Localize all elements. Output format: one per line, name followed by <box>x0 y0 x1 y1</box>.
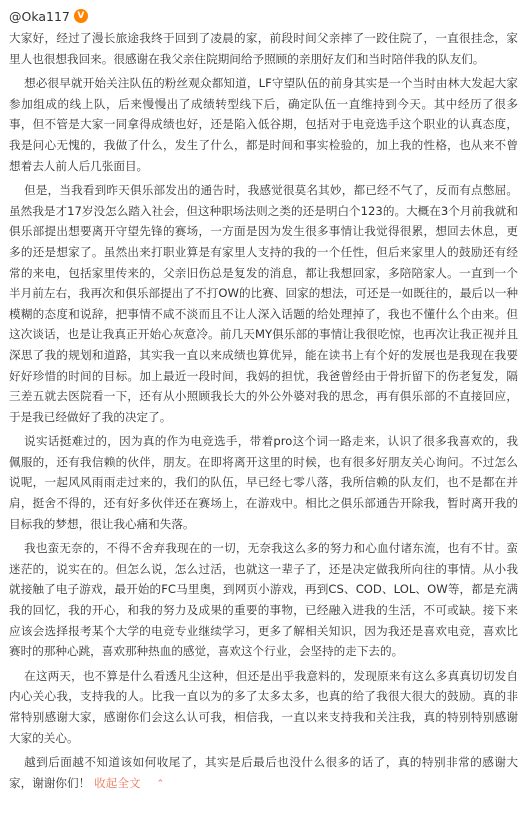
paragraph-7-text: 越到后面越不知道该如何收尾了，其实是后最后也没什么很多的话了，真的特别非常的感谢大家，谢谢你们！ <box>9 755 518 790</box>
collapse-full-text-link[interactable] <box>94 776 164 790</box>
paragraph-4: 说实话挺难过的，因为真的作为电竞选手，带着pro这个词一路走来，认识了很多我喜欢的，我佩服的，还有我信赖的伙伴，朋友。在即将离开这里的时候，也有很多好朋友关心询问。不过怎么说呢，一起风风雨雨走过来的，我们的队伍，早已经七零八落，我所信赖的队友们，也不是都在并肩，挺舍不得的，还有好多伙伴还在赛场上，在游戏中。相比之俱乐部通告开除我，暂时离开我的目标我的梦想，很让我心痛和失落。 <box>9 434 518 531</box>
paragraph-1: 大家好，经过了漫长旅途我终于回到了凌晨的家，前段时间父亲摔了一跤住院了，一直很挂念，家里人也很想我回来。很感谢在我父亲住院期间给予照顾的亲朋好友们和当时陪伴我的队友们。 <box>9 31 518 66</box>
paragraph-7 <box>9 752 518 794</box>
collapse-label: 收起全文 <box>94 775 141 790</box>
paragraph-6: 在这两天，也不算是什么看透凡尘这种，但还是出乎我意料的，发现原来有这么多真真切切发自内心关心我，支持我的人。比我一直以为的多了太多太多，也真的给了我很大很大的鼓励。真的非常特别感谢大家，感谢你们会这么认可我，相信我，一直以来支持我和关注我，真的特别特别感谢大家的关心。 <box>9 668 518 745</box>
post-body <box>9 28 518 794</box>
paragraph-3: 但是，当我看到昨天俱乐部发出的通告时，我感觉很莫名其妙，都已经不气了，反而有点憋屈。虽然我是才17岁没怎么踏入社会，但这种职场法则之类的还是明白个123的。大概在3个月前我就和俱乐部提出想要离开守望先锋的赛场，一方面是因为发生很多事情让我觉得很累，想回去休息，更多的还是想家了。虽然出来打职业算是有家里人支持的我的一个任性，但后来家里人的鼓励还有经常的来电，包括家里传来的，父亲旧伤总是复发的消息，都让我想回家，多陪陪家人。一直到一个半月前左右，我再次和俱乐部提出了不打OW的比赛、回家的想法，可还是一如既往的，最后以一种模糊的态度和说辞，把事情不咸不淡而且不让人深入话题的给处理掉了，我也不懂什么个由来。但这次谈话，也是让我真正开始心灰意冷。前几天MY俱乐部的事情让我很吃惊，也再次让我正视并且深思了我的规划和道路，其实我一直以来成绩也算优异，能在读书上有个好的发展也是我现在我要好好珍惜的时间的目标。加上最近一段时间，我妈的担忧，我爸曾经由于骨折留下的伤老复发，隔三差五就去医院看一下，还有从小照顾我长大的外公外婆对我的思念，再有俱乐部的不直接回应，于是我已经做好了我的决定了。 <box>9 183 518 424</box>
paragraph-2: 想必很早就开始关注队伍的粉丝观众都知道，LF守望队伍的前身其实是一个当时由林大发起大家参加组成的线上队，后来慢慢出了成绩转型线下后，确定队伍一直维持到今天。其中经历了很多事，但不管是大家一同拿得成绩也好，还是陷入低谷期，包括对于电竞选手这个职业的认真态度，我是问心无愧的，我做了什么，发生了什么，都是时间和事实检验的，加上我的性格，也从来不曾想着去人前人后几张面目。 <box>9 76 518 173</box>
post-header <box>9 6 518 26</box>
paragraph-5: 我也蛮无奈的，不得不舍弃我现在的一切，无奈我这么多的努力和心血付诸东流，也有不甘。蛮迷茫的，说实在的。但怎么说，怎么过活，也就这一辈子了，还是决定做我所向往的事情。从小我就接触了电子游戏，最开始的FC马里奥，到网页小游戏，再到CS、COD、LOL、OW等，都是充满我的回忆，我的开心，和我的努力及成果的重要的事物，已经融入进我的生活，不可或缺。接下来应该会选择报考某个大学的电竞专业继续学习，更多了解相关知识，因为我还是喜欢电竞，喜欢比赛时的那种心跳，喜欢那种热血的感觉，喜欢这个行业，会坚持的走下去的。 <box>9 541 518 659</box>
chevron-up-icon: ⌃ <box>156 778 165 789</box>
author-username[interactable]: @Oka117 <box>9 8 70 24</box>
vip-badge-icon: V <box>74 9 88 23</box>
